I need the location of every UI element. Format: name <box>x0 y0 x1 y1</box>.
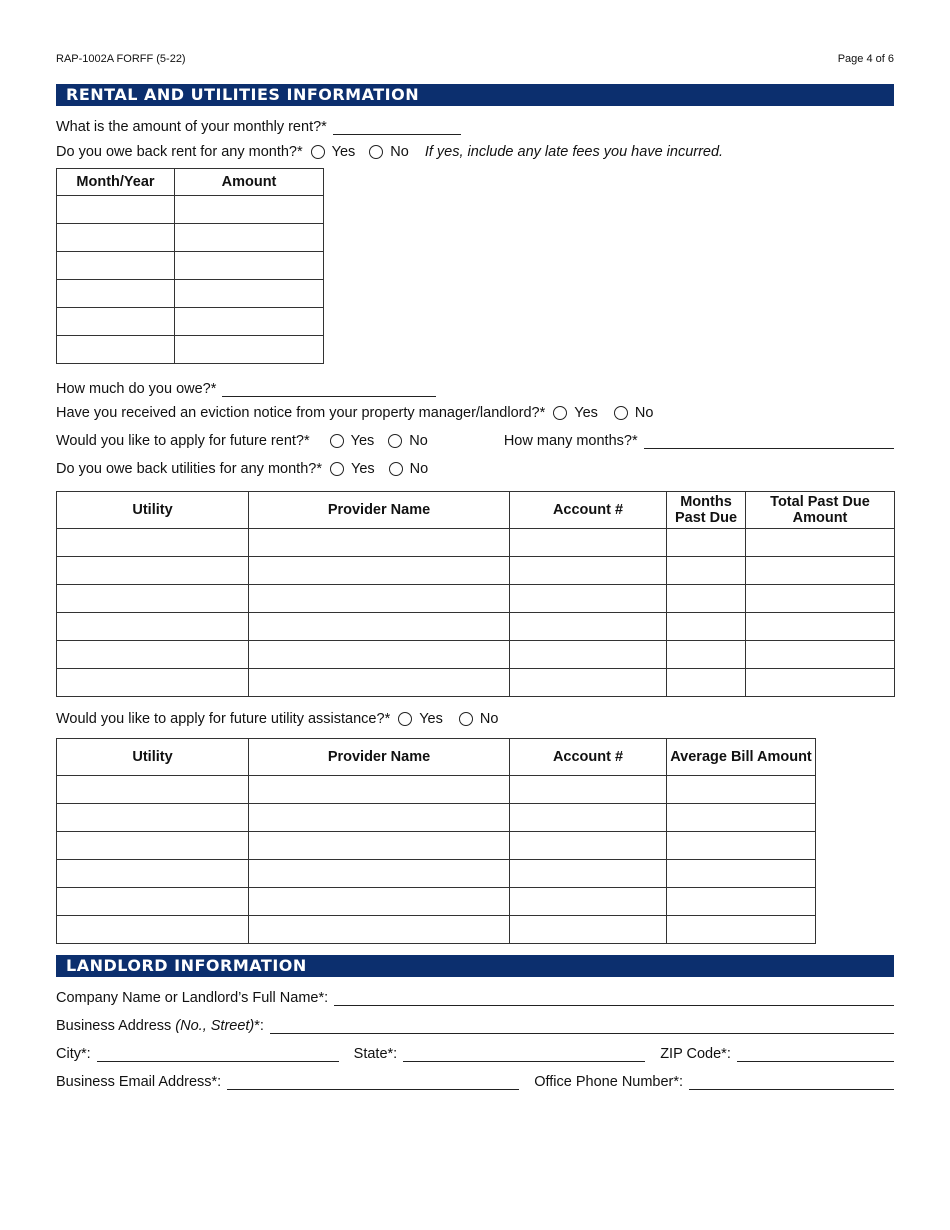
future-rent-yes-radio[interactable] <box>330 434 344 448</box>
table-cell-input[interactable] <box>57 860 249 888</box>
zip-field[interactable] <box>737 1047 894 1062</box>
table-cell-input[interactable] <box>510 585 667 613</box>
owe-field[interactable] <box>222 382 436 397</box>
table-cell-input[interactable] <box>667 776 816 804</box>
city-state-zip-row <box>56 1046 894 1062</box>
table-cell-input[interactable] <box>57 336 175 364</box>
table-cell-input[interactable] <box>249 776 510 804</box>
page-number: Page 4 of 6 <box>837 53 894 65</box>
table-cell-input[interactable] <box>510 669 667 697</box>
email-label: Business Email Address*: <box>56 1074 222 1090</box>
eviction-no-radio[interactable] <box>614 406 628 420</box>
form-id: RAP-1002A FORFF (5-22) <box>56 53 186 65</box>
table-cell-input[interactable] <box>249 613 510 641</box>
future-utility-header-account: Account # <box>510 739 667 776</box>
back-utilities-table <box>56 491 895 697</box>
back-utilities-no-radio[interactable] <box>389 462 403 476</box>
utilities-header-months: Months Past Due <box>667 492 746 529</box>
table-row <box>57 832 816 860</box>
eviction-yes-radio[interactable] <box>553 406 567 420</box>
table-cell-input[interactable] <box>175 308 324 336</box>
future-utility-no-radio[interactable] <box>459 712 473 726</box>
table-cell-input[interactable] <box>57 196 175 224</box>
table-cell-input[interactable] <box>175 280 324 308</box>
future-rent-row <box>56 433 894 449</box>
back-utilities-no-option[interactable]: No <box>381 461 429 477</box>
table-row <box>57 252 324 280</box>
table-cell-input[interactable] <box>57 776 249 804</box>
back-utilities-table-body <box>57 529 895 697</box>
utilities-header-account: Account # <box>510 492 667 529</box>
table-cell-input[interactable] <box>746 641 895 669</box>
back-rent-row <box>56 144 723 160</box>
table-row <box>57 529 895 557</box>
table-cell-input[interactable] <box>249 888 510 916</box>
email-phone-row <box>56 1074 894 1090</box>
table-row <box>57 613 895 641</box>
future-rent-label: Would you like to apply for future rent?* <box>56 433 310 449</box>
table-cell-input[interactable] <box>510 832 667 860</box>
table-cell-input[interactable] <box>510 641 667 669</box>
table-cell-input[interactable] <box>746 529 895 557</box>
future-rent-yes-option[interactable]: Yes <box>322 433 375 449</box>
monthly-rent-field[interactable] <box>333 120 461 135</box>
table-cell-input[interactable] <box>510 804 667 832</box>
city-label: City*: <box>56 1046 91 1062</box>
back-rent-table-body <box>57 196 324 364</box>
phone-label: Office Phone Number*: <box>534 1074 684 1090</box>
table-cell-input[interactable] <box>249 557 510 585</box>
table-cell-input[interactable] <box>175 336 324 364</box>
back-utilities-label: Do you owe back utilities for any month?* <box>56 461 322 477</box>
table-cell-input[interactable] <box>249 916 510 944</box>
back-rent-note: If yes, include any late fees you have incurred. <box>424 144 724 160</box>
table-cell-input[interactable] <box>249 641 510 669</box>
back-utilities-yes-option[interactable]: Yes <box>322 461 375 477</box>
table-cell-input[interactable] <box>249 860 510 888</box>
table-row <box>57 557 895 585</box>
back-rent-header-month: Month/Year <box>57 169 175 196</box>
table-row <box>57 224 324 252</box>
table-row <box>57 916 816 944</box>
table-cell-input[interactable] <box>746 585 895 613</box>
email-field[interactable] <box>227 1075 519 1090</box>
table-cell-input[interactable] <box>746 669 895 697</box>
back-utilities-row <box>56 461 428 477</box>
utilities-header-provider: Provider Name <box>249 492 510 529</box>
table-cell-input[interactable] <box>510 888 667 916</box>
utilities-header-total: Total Past Due Amount <box>746 492 895 529</box>
table-cell-input[interactable] <box>667 860 816 888</box>
months-label: How many months?* <box>503 433 638 449</box>
back-utilities-yes-radio[interactable] <box>330 462 344 476</box>
future-utility-row <box>56 711 498 727</box>
future-utility-table <box>56 738 816 944</box>
company-field[interactable] <box>334 991 894 1006</box>
table-row <box>57 280 324 308</box>
future-rent-no-option[interactable]: No <box>380 433 428 449</box>
table-cell-input[interactable] <box>667 832 816 860</box>
table-cell-input[interactable] <box>667 804 816 832</box>
table-cell-input[interactable] <box>57 224 175 252</box>
table-row <box>57 776 816 804</box>
table-cell-input[interactable] <box>57 308 175 336</box>
table-cell-input[interactable] <box>57 280 175 308</box>
table-cell-input[interactable] <box>57 641 249 669</box>
table-cell-input[interactable] <box>667 888 816 916</box>
table-row <box>57 641 895 669</box>
state-field[interactable] <box>403 1047 645 1062</box>
table-cell-input[interactable] <box>175 252 324 280</box>
table-cell-input[interactable] <box>667 557 746 585</box>
rental-section-header: RENTAL AND UTILITIES INFORMATION <box>56 84 894 106</box>
table-row <box>57 669 895 697</box>
table-cell-input[interactable] <box>57 804 249 832</box>
back-rent-yes-option[interactable]: Yes <box>303 144 356 160</box>
table-cell-input[interactable] <box>667 585 746 613</box>
table-cell-input[interactable] <box>667 529 746 557</box>
eviction-label: Have you received an eviction notice from your property manager/landlord?* <box>56 405 546 421</box>
table-cell-input[interactable] <box>57 585 249 613</box>
table-row <box>57 196 324 224</box>
landlord-section-header: LANDLORD INFORMATION <box>56 955 894 977</box>
future-utility-header-average: Average Bill Amount <box>667 739 816 776</box>
future-utility-no-option[interactable]: No <box>451 711 499 727</box>
table-cell-input[interactable] <box>510 860 667 888</box>
address-label: Business Address (No., Street)*: <box>56 1018 264 1034</box>
table-cell-input[interactable] <box>667 613 746 641</box>
future-utility-header-utility: Utility <box>57 739 249 776</box>
future-utility-yes-radio[interactable] <box>398 712 412 726</box>
table-cell-input[interactable] <box>249 669 510 697</box>
table-cell-input[interactable] <box>510 529 667 557</box>
owe-row <box>56 381 436 397</box>
table-cell-input[interactable] <box>57 888 249 916</box>
zip-label: ZIP Code*: <box>660 1046 731 1062</box>
table-cell-input[interactable] <box>249 529 510 557</box>
eviction-row <box>56 405 653 421</box>
table-cell-input[interactable] <box>667 916 816 944</box>
table-cell-input[interactable] <box>510 613 667 641</box>
future-utility-yes-option[interactable]: Yes <box>390 711 443 727</box>
table-cell-input[interactable] <box>175 224 324 252</box>
table-cell-input[interactable] <box>746 557 895 585</box>
table-cell-input[interactable] <box>175 196 324 224</box>
monthly-rent-label: What is the amount of your monthly rent?* <box>56 119 327 135</box>
table-cell-input[interactable] <box>667 669 746 697</box>
table-cell-input[interactable] <box>746 613 895 641</box>
table-cell-input[interactable] <box>510 916 667 944</box>
monthly-rent-row <box>56 119 461 135</box>
table-cell-input[interactable] <box>249 832 510 860</box>
future-rent-no-radio[interactable] <box>388 434 402 448</box>
future-utility-table-body <box>57 776 816 944</box>
page-header <box>56 53 894 65</box>
table-row <box>57 888 816 916</box>
state-label: State*: <box>353 1046 398 1062</box>
table-row <box>57 860 816 888</box>
address-row <box>56 1018 894 1034</box>
table-row <box>57 804 816 832</box>
utilities-header-utility: Utility <box>57 492 249 529</box>
back-rent-table <box>56 168 324 364</box>
table-cell-input[interactable] <box>249 804 510 832</box>
future-utility-label: Would you like to apply for future utility assistance?* <box>56 711 391 727</box>
table-cell-input[interactable] <box>249 585 510 613</box>
company-label: Company Name or Landlord’s Full Name*: <box>56 990 329 1006</box>
back-rent-label: Do you owe back rent for any month?* <box>56 144 303 160</box>
back-rent-yes-radio[interactable] <box>311 145 325 159</box>
city-field[interactable] <box>97 1047 339 1062</box>
back-rent-no-option[interactable]: No <box>361 144 409 160</box>
table-cell-input[interactable] <box>57 252 175 280</box>
table-cell-input[interactable] <box>57 557 249 585</box>
table-row <box>57 308 324 336</box>
table-cell-input[interactable] <box>510 557 667 585</box>
table-cell-input[interactable] <box>57 916 249 944</box>
table-cell-input[interactable] <box>57 669 249 697</box>
table-cell-input[interactable] <box>510 776 667 804</box>
months-field[interactable] <box>644 434 894 449</box>
address-field[interactable] <box>270 1019 894 1034</box>
back-rent-header-amount: Amount <box>175 169 324 196</box>
table-cell-input[interactable] <box>57 529 249 557</box>
future-utility-header-provider: Provider Name <box>249 739 510 776</box>
eviction-yes-option[interactable]: Yes <box>545 405 598 421</box>
table-row <box>57 336 324 364</box>
table-row <box>57 585 895 613</box>
company-row <box>56 990 894 1006</box>
back-rent-no-radio[interactable] <box>369 145 383 159</box>
table-cell-input[interactable] <box>57 832 249 860</box>
eviction-no-option[interactable]: No <box>606 405 654 421</box>
owe-label: How much do you owe?* <box>56 381 217 397</box>
table-cell-input[interactable] <box>57 613 249 641</box>
phone-field[interactable] <box>689 1075 894 1090</box>
table-cell-input[interactable] <box>667 641 746 669</box>
